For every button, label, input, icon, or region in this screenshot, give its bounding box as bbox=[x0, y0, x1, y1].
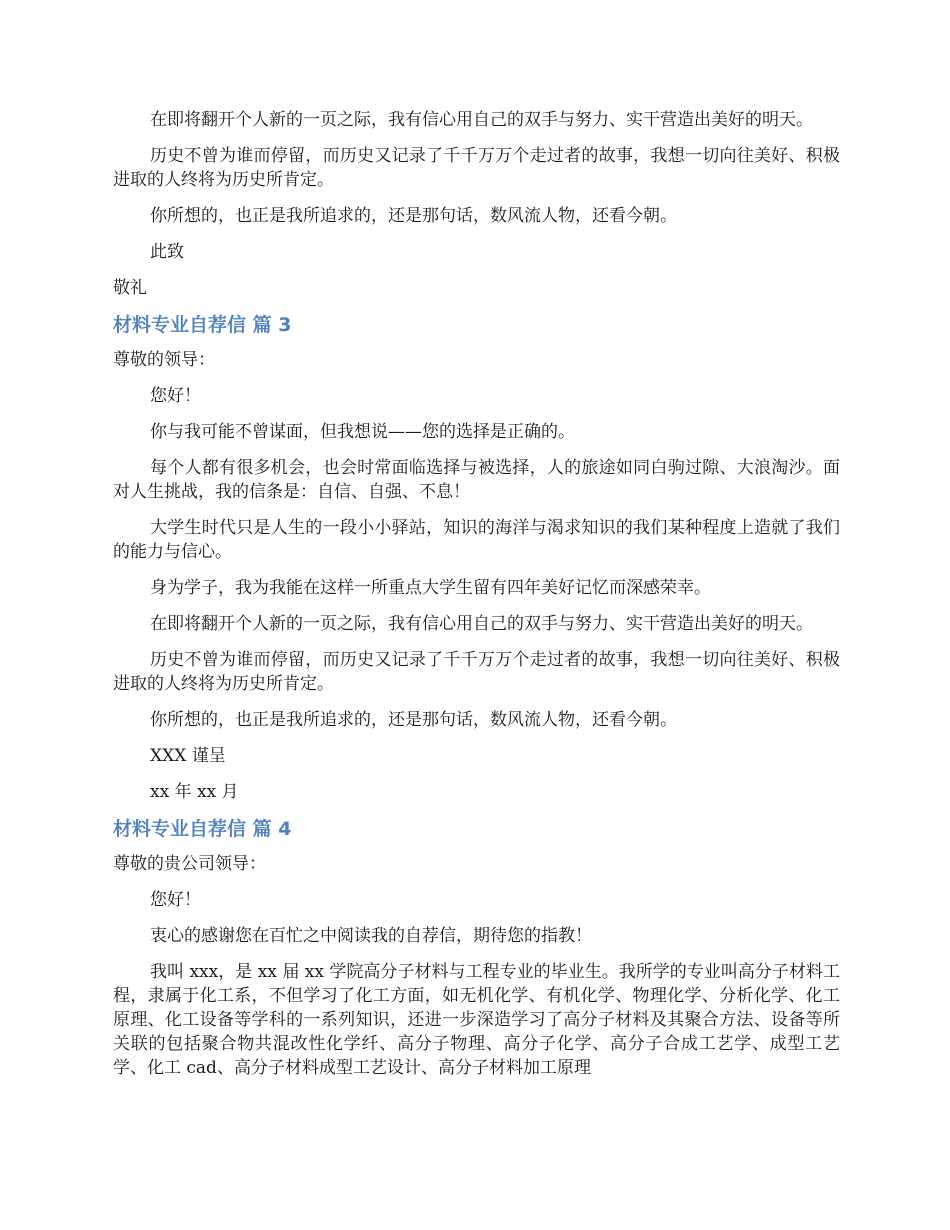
paragraph: 身为学子，我为我能在这样一所重点大学生留有四年美好记忆而深感荣幸。 bbox=[150, 578, 711, 598]
paragraph: 历史不曾为谁而停留，而历史又记录了千千万万个走过者的故事，我想一切向往美好、积极进取的人终将为历史所肯定。 bbox=[113, 650, 840, 694]
paragraph: 你所想的，也正是我所追求的，还是那句话，数风流人物，还看今朝。 bbox=[150, 710, 677, 730]
paragraph: 衷心的感谢您在百忙之中阅读我的自荐信，期待您的指教！ bbox=[150, 926, 592, 946]
paragraph: 历史不曾为谁而停留，而历史又记录了千千万万个走过者的故事，我想一切向往美好、积极进取的人终将为历史所肯定。 bbox=[113, 146, 840, 190]
paragraph: 我叫 xxx，是 xx 届 xx 学院高分子材料与工程专业的毕业生。我所学的专业叫高分子材料工程，隶属于化工系，不但学习了化工方面，如无机化学、有机化学、物理化学、分析化学、化工原理、化工设备等学科的一系列知识，还进一步深造学习了高分子材料及其聚合方法、设备等所关联的包括聚合物共混改性化学纤、高分子物理、高分子化学、高分子合成工艺学、成型工艺学、化工 cad、高分子材料成型工艺设计、高分子材料加工原理 bbox=[113, 962, 840, 1078]
paragraph: 在即将翻开个人新的一页之际，我有信心用自己的双手与努力、实干营造出美好的明天。 bbox=[150, 110, 813, 130]
section-heading: 材料专业自荐信 篇 4 bbox=[113, 818, 292, 840]
paragraph: 你所想的，也正是我所追求的，还是那句话，数风流人物，还看今朝。 bbox=[150, 206, 677, 226]
paragraph: XXX 谨呈 bbox=[150, 746, 226, 766]
paragraph: xx 年 xx 月 bbox=[150, 782, 239, 802]
paragraph: 在即将翻开个人新的一页之际，我有信心用自己的双手与努力、实干营造出美好的明天。 bbox=[150, 614, 813, 634]
document-page bbox=[113, 108, 840, 1092]
paragraph: 您好！ bbox=[150, 386, 201, 406]
paragraph: 此致 bbox=[150, 242, 184, 262]
paragraph: 你与我可能不曾谋面，但我想说——您的选择是正确的。 bbox=[150, 422, 575, 442]
paragraph: 尊敬的贵公司领导： bbox=[113, 854, 266, 874]
paragraph: 大学生时代只是人生的一段小小驿站，知识的海洋与渴求知识的我们某种程度上造就了我们的能力与信心。 bbox=[113, 518, 840, 562]
paragraph: 敬礼 bbox=[113, 278, 147, 298]
section-heading: 材料专业自荐信 篇 3 bbox=[113, 314, 292, 336]
paragraph: 您好！ bbox=[150, 890, 201, 910]
paragraph: 尊敬的领导： bbox=[113, 350, 215, 370]
paragraph: 每个人都有很多机会，也会时常面临选择与被选择，人的旅途如同白驹过隙、大浪淘沙。面对人生挑战，我的信条是：自信、自强、不息！ bbox=[113, 458, 840, 502]
